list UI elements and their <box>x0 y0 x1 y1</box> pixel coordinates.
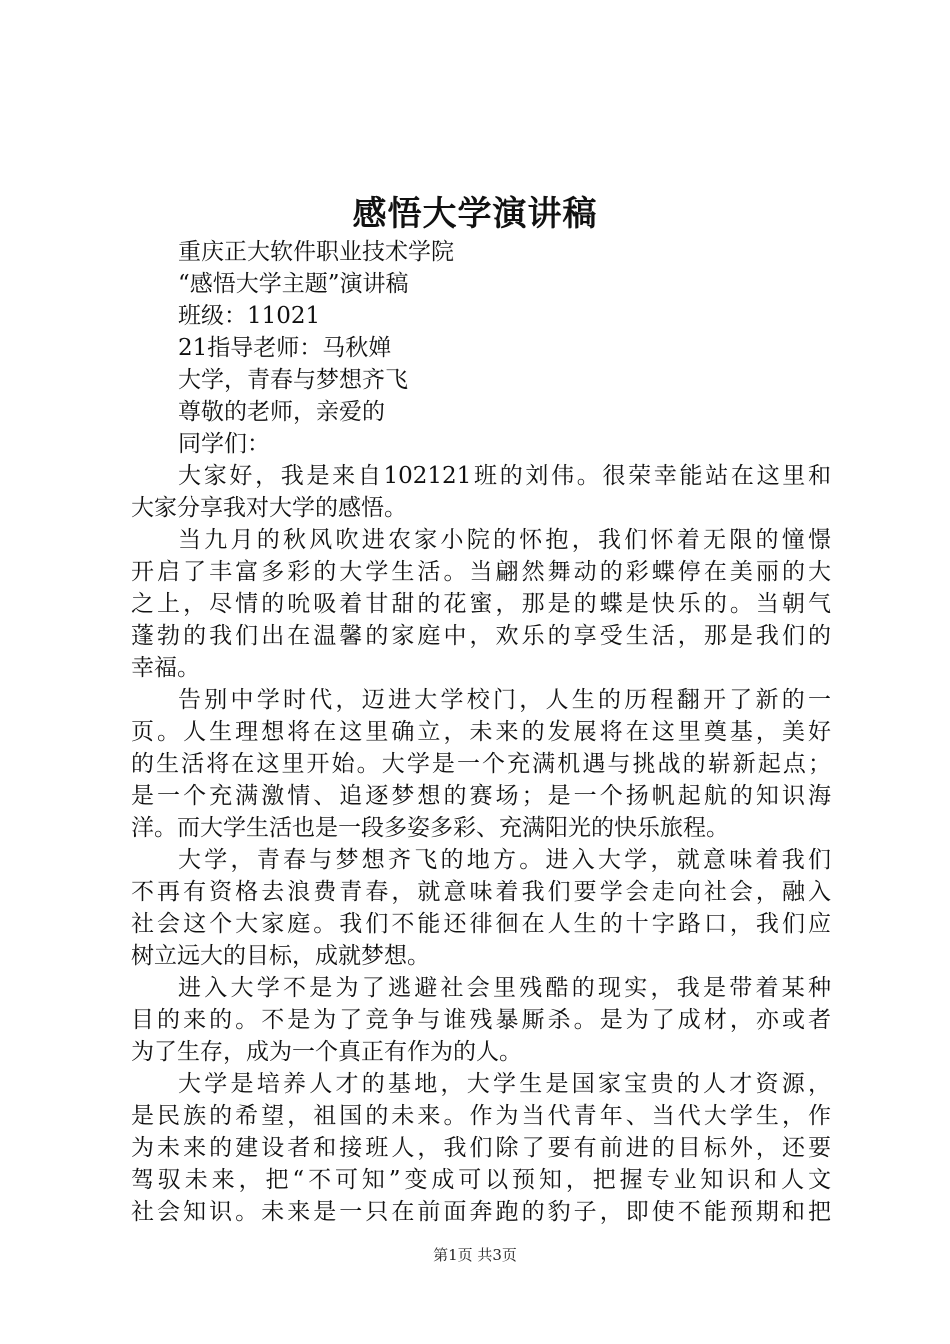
paragraph-line: 树立远大的目标，成就梦想。 <box>131 943 430 969</box>
document-title: 感悟大学演讲稿 <box>352 194 598 234</box>
header-line-school: 重庆正大软件职业技术学院 <box>178 239 454 265</box>
paragraph <box>131 972 831 1068</box>
paragraph-line: 之上，尽情的吮吸着甘甜的花蜜，那是的蝶是快乐的。当朝气 <box>131 591 831 617</box>
paragraph-line: 页。人生理想将在这里确立，未来的发展将在这里奠基，美好 <box>131 719 831 745</box>
paragraph-line: 的生活将在这里开始。大学是一个充满机遇与挑战的崭新起点； <box>131 751 831 777</box>
document-body <box>131 236 831 1228</box>
paragraph-line: 蓬勃的我们出在温馨的家庭中，欢乐的享受生活，那是我们的 <box>131 623 831 649</box>
paragraph-line: 为未来的建设者和接班人，我们除了要有前进的目标外，还要 <box>131 1135 831 1161</box>
paragraph-line: 大学，青春与梦想齐飞的地方。进入大学，就意味着我们 <box>178 847 831 873</box>
paragraph-line: 当九月的秋风吹进农家小院的怀抱，我们怀着无限的憧憬 <box>178 527 831 553</box>
paragraph-line: 进入大学不是为了逃避社会里残酷的现实，我是带着某种 <box>178 975 831 1001</box>
paragraph-line: 社会这个大家庭。我们不能还徘徊在人生的十字路口，我们应 <box>131 911 831 937</box>
paragraph-line: 开启了丰富多彩的大学生活。当翩然舞动的彩蝶停在美丽的大 <box>131 559 831 585</box>
paragraph-line: 大家好，我是来自102121班的刘伟。很荣幸能站在这里和 <box>178 463 831 489</box>
paragraph-line: 幸福。 <box>131 655 200 681</box>
header-line-speech-title: “感悟大学主题”演讲稿 <box>178 271 409 297</box>
paragraph <box>131 1068 831 1228</box>
page-number-footer: 第1页 共3页 <box>433 1246 517 1264</box>
paragraph-line: 不再有资格去浪费青春，就意味着我们要学会走向社会，融入 <box>131 879 831 905</box>
paragraph <box>131 844 831 972</box>
paragraph-line: 为了生存，成为一个真正有作为的人。 <box>131 1039 522 1065</box>
paragraph <box>131 460 831 524</box>
paragraph-line: 驾驭未来，把“不可知”变成可以预知，把握专业知识和人文 <box>131 1167 831 1193</box>
header-line-salutation: 尊敬的老师，亲爱的 <box>178 399 385 425</box>
header-line-classmates: 同学们： <box>178 431 270 457</box>
paragraph-line: 告别中学时代，迈进大学校门，人生的历程翻开了新的一 <box>178 687 831 713</box>
header-line-teacher: 21指导老师：马秋婵 <box>178 335 392 361</box>
paragraph-line: 社会知识。未来是一只在前面奔跑的豹子，即使不能预期和把 <box>131 1199 831 1225</box>
paragraph <box>131 684 831 844</box>
paragraph-line: 洋。而大学生活也是一段多姿多彩、充满阳光的快乐旅程。 <box>131 815 729 841</box>
header-line-theme: 大学，青春与梦想齐飞 <box>178 367 408 393</box>
paragraph-line: 是一个充满激情、追逐梦想的赛场；是一个扬帆起航的知识海 <box>131 783 831 809</box>
paragraph-line: 大学是培养人才的基地，大学生是国家宝贵的人才资源， <box>178 1071 831 1097</box>
header-line-class: 班级：11021 <box>178 303 321 329</box>
paragraph <box>131 524 831 684</box>
paragraph-line: 是民族的希望，祖国的未来。作为当代青年、当代大学生，作 <box>131 1103 831 1129</box>
paragraph-line: 目的来的。不是为了竞争与谁残暴厮杀。是为了成材，亦或者 <box>131 1007 831 1033</box>
paragraph-line: 大家分享我对大学的感悟。 <box>131 495 407 521</box>
